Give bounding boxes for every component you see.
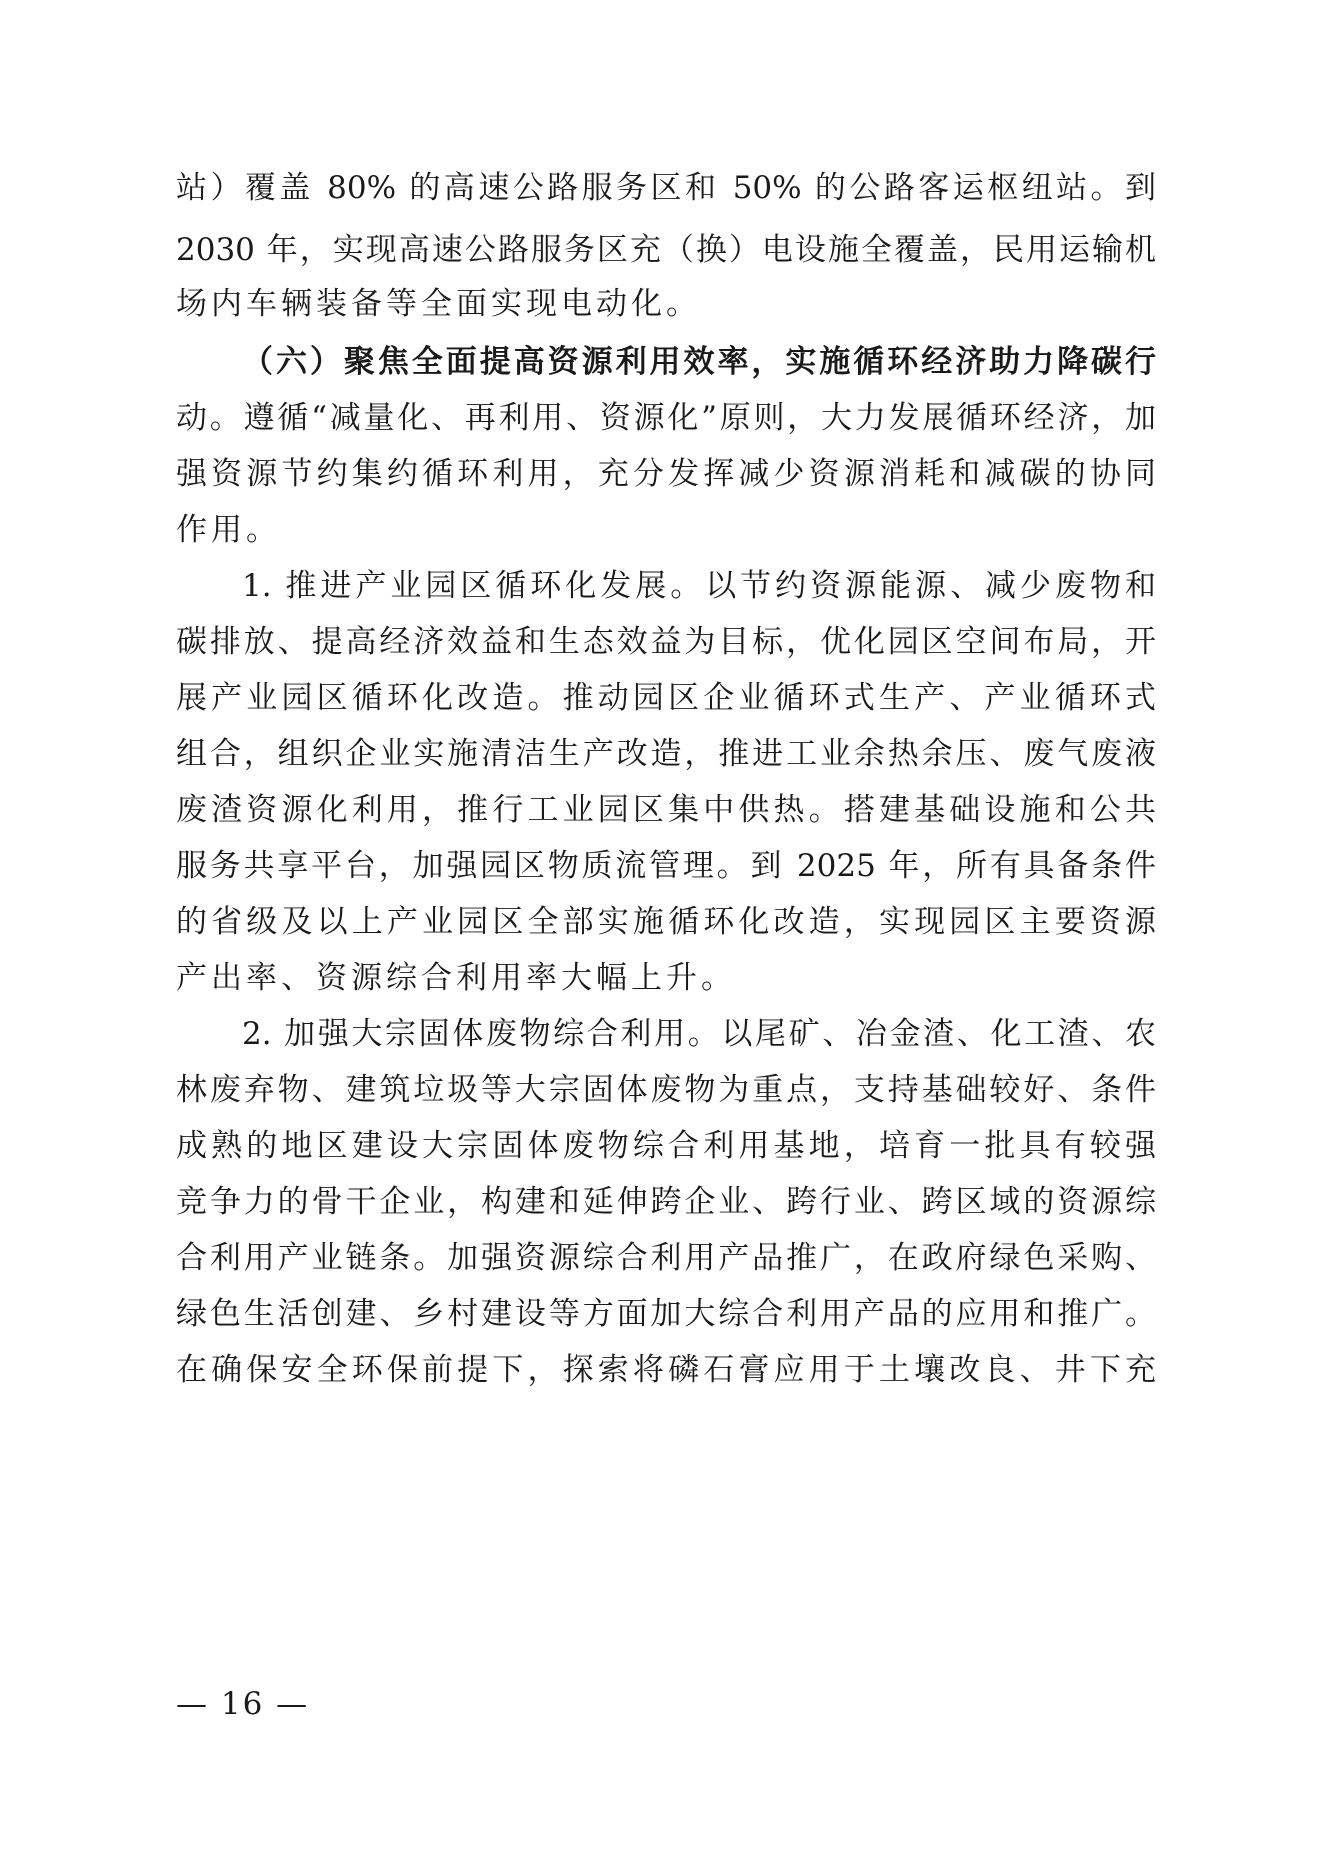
text-line: 林废弃物、建筑垃圾等大宗固体废物为重点，支持基础较好、条件 <box>176 1072 1156 1108</box>
text-line: 碳排放、提高经济效益和生态效益为目标，优化园区空间布局，开 <box>176 624 1156 660</box>
text-line: 2030 年，实现高速公路服务区充（换）电设施全覆盖，民用运输机 <box>176 232 1156 268</box>
text-line: 服务共享平台，加强园区物质流管理。到 2025 年，所有具备条件 <box>176 848 1156 884</box>
text-line: 产出率、资源综合利用率大幅上升。 <box>176 960 736 996</box>
subsection-heading: 1. 推进产业园区循环化发展。以节约资源能源、减少废物和 <box>242 568 1156 604</box>
text-line: 成熟的地区建设大宗固体废物综合利用基地，培育一批具有较强 <box>176 1128 1156 1164</box>
text-line: 展产业园区循环化改造。推动园区企业循环式生产、产业循环式 <box>176 680 1156 716</box>
text-line: 场内车辆装备等全面实现电动化。 <box>176 286 701 322</box>
page-number: — 16 — <box>176 1686 310 1722</box>
text-line: 动。遵循“减量化、再利用、资源化”原则，大力发展循环经济，加 <box>176 400 1156 436</box>
text-line: 强资源节约集约循环利用，充分发挥减少资源消耗和减碳的协同 <box>176 456 1156 492</box>
text-line: 在确保安全环保前提下，探索将磷石膏应用于土壤改良、井下充 <box>176 1352 1156 1388</box>
subsection-heading: 2. 加强大宗固体废物综合利用。以尾矿、冶金渣、化工渣、农 <box>242 1016 1156 1052</box>
text-line: 废渣资源化利用，推行工业园区集中供热。搭建基础设施和公共 <box>176 792 1156 828</box>
text-line: 绿色生活创建、乡村建设等方面加大综合利用产品的应用和推广。 <box>176 1296 1156 1332</box>
text-line: 合利用产业链条。加强资源综合利用产品推广，在政府绿色采购、 <box>176 1240 1156 1276</box>
section-heading: （六）聚焦全面提高资源利用效率，实施循环经济助力降碳行 <box>242 344 1156 380</box>
text-line: 作用。 <box>176 512 281 548</box>
text-line: 组合，组织企业实施清洁生产改造，推进工业余热余压、废气废液 <box>176 736 1156 772</box>
text-line: 的省级及以上产业园区全部实施循环化改造，实现园区主要资源 <box>176 904 1156 940</box>
text-line: 站）覆盖 80% 的高速公路服务区和 50% 的公路客运枢纽站。到 <box>176 170 1156 206</box>
text-line: 竞争力的骨干企业，构建和延伸跨企业、跨行业、跨区域的资源综 <box>176 1184 1156 1220</box>
